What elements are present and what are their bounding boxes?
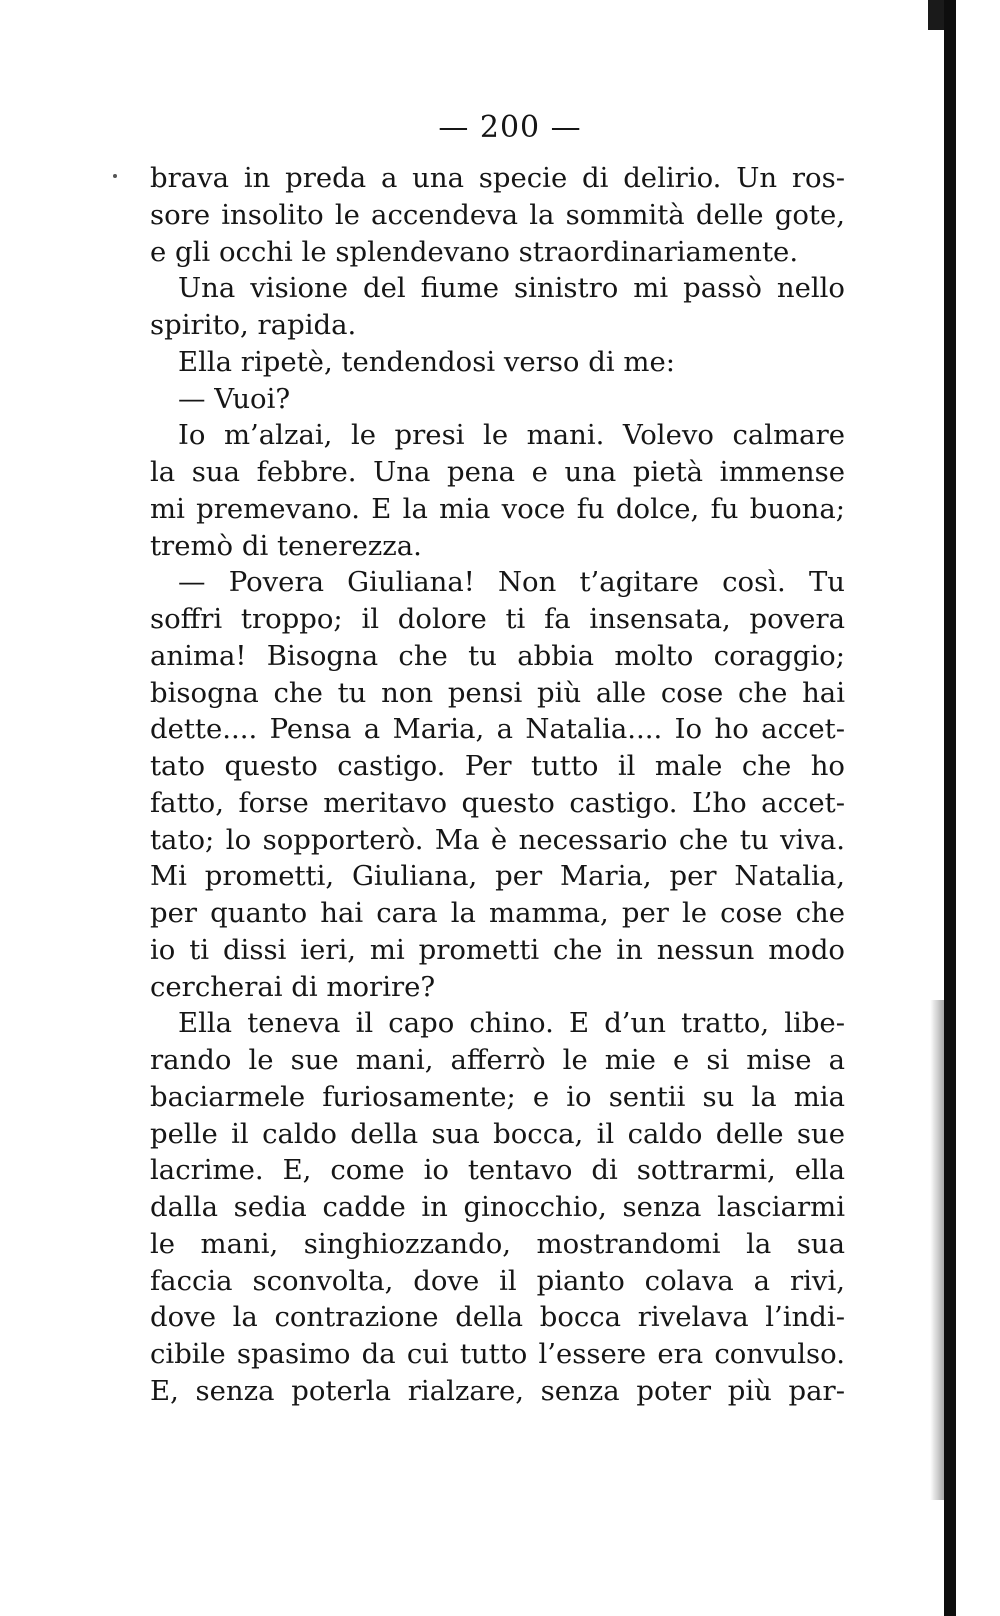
text-line: tato questo castigo. Per tutto il male che ho: [150, 750, 845, 782]
binding-shadow: [930, 1000, 944, 1500]
page-number: — 200 —: [438, 110, 582, 145]
text-line: Ella teneva il capo chino. E d’un tratto, libe-: [178, 1007, 845, 1040]
text-line: rando le sue mani, afferrò le mie e si mise a: [150, 1044, 845, 1076]
book-spine-edge: [944, 0, 956, 1616]
text-line: tato; lo sopporterò. Ma è necessario che tu viva.: [150, 823, 845, 856]
text-line: per quanto hai cara la mamma, per le cose che: [150, 897, 845, 929]
binding-shadow-top: [928, 0, 944, 30]
text-line: Una visione del fiume sinistro mi passò nello: [178, 272, 845, 305]
text-line: io ti dissi ieri, mi prometti che in nessun modo: [150, 933, 845, 966]
text-line: brava in preda a una specie di delirio. Un ros-: [150, 162, 845, 194]
text-line: Ella ripetè, tendendosi verso di me:: [178, 345, 675, 378]
text-line: le mani, singhiozzando, mostrandomi la sua: [150, 1227, 845, 1260]
text-line: cibile spasimo da cui tutto l’essere era convulso.: [150, 1338, 845, 1370]
text-line: soffri troppo; il dolore ti fa insensata, povera: [150, 603, 845, 635]
text-line: pelle il caldo della sua bocca, il caldo delle sue: [150, 1117, 845, 1150]
text-line: e gli occhi le splendevano straordinariamente.: [150, 235, 799, 268]
text-line: — Vuoi?: [178, 382, 291, 415]
text-line: — Povera Giuliana! Non t’agitare così. Tu: [178, 566, 845, 599]
text-line: cercherai di morire?: [150, 970, 436, 1003]
text-line: Mi prometti, Giuliana, per Maria, per Natalia,: [150, 860, 845, 893]
text-line: fatto, forse meritavo questo castigo. L’ho accet-: [150, 786, 845, 819]
text-line: lacrime. E, come io tentavo di sottrarmi, ella: [150, 1154, 845, 1187]
margin-speck: [113, 174, 117, 178]
text-line: mi premevano. E la mia voce fu dolce, fu buona;: [150, 492, 845, 525]
body-text: [150, 160, 845, 1410]
text-line: la sua febbre. Una pena e una pietà immense: [150, 456, 845, 488]
text-line: spirito, rapida.: [150, 309, 357, 341]
text-line: anima! Bisogna che tu abbia molto coraggio;: [150, 639, 845, 672]
text-line: baciarmele furiosamente; e io sentii su la mia: [150, 1080, 845, 1113]
text-line: faccia sconvolta, dove il pianto colava a rivi,: [150, 1264, 845, 1297]
text-line: tremò di tenerezza.: [150, 529, 422, 562]
text-line: E, senza poterla rialzare, senza poter più par-: [150, 1374, 845, 1407]
text-line: Io m’alzai, le presi le mani. Volevo calmare: [178, 419, 845, 452]
text-line: dove la contrazione della bocca rivelava l’indi-: [150, 1301, 845, 1334]
text-line: dette.... Pensa a Maria, a Natalia.... Io ho accet-: [150, 713, 845, 746]
text-line: dalla sedia cadde in ginocchio, senza lasciarmi: [150, 1191, 845, 1223]
text-line: bisogna che tu non pensi più alle cose che hai: [150, 676, 845, 709]
text-line: sore insolito le accendeva la sommità delle gote,: [150, 198, 845, 231]
